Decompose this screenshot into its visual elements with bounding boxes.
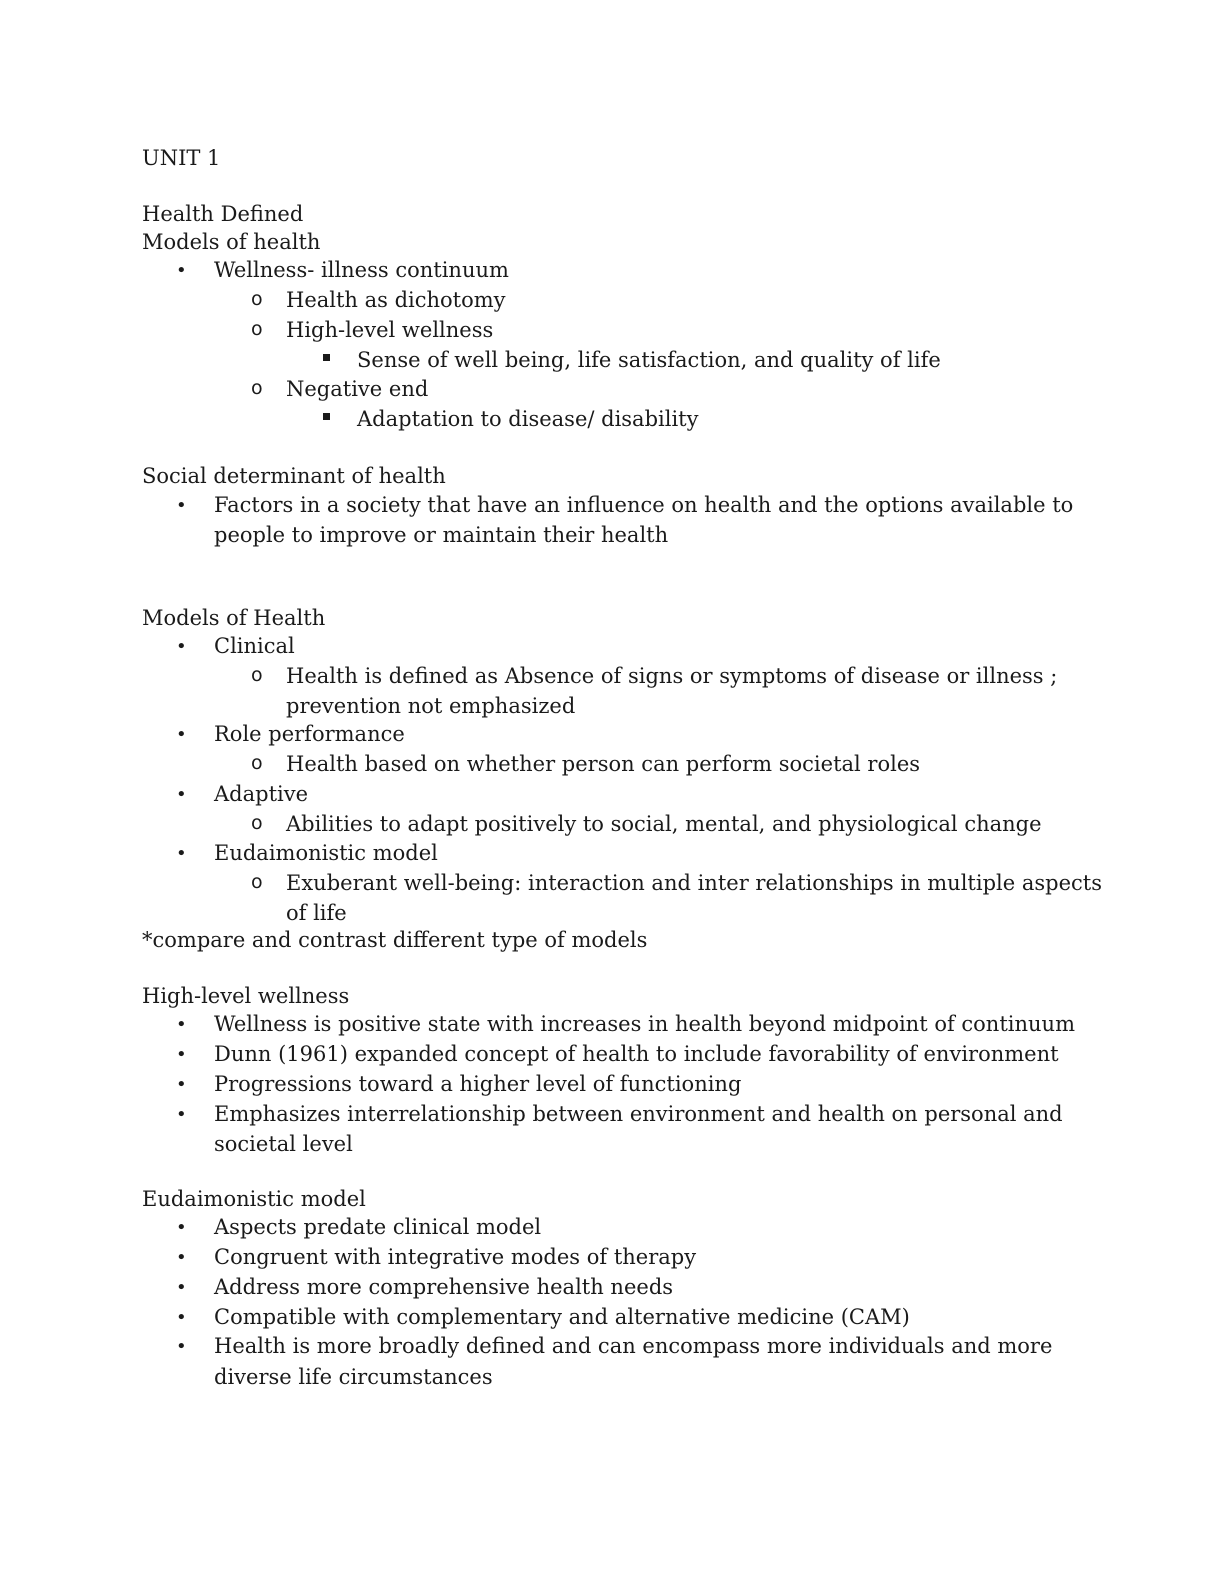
- bullet-dot: •: [176, 784, 187, 805]
- list-item-wellness-continuum: Wellness- illness continuum: [214, 258, 509, 282]
- bullet-circle: o: [251, 377, 263, 399]
- list-item-factors-line-2: people to improve or maintain their health: [214, 523, 669, 547]
- bullet-circle: o: [251, 288, 263, 310]
- bullet-dot: •: [176, 1307, 187, 1328]
- bullet-dot: •: [176, 1336, 187, 1357]
- list-item-progressions: Progressions toward a higher level of functioning: [214, 1072, 742, 1096]
- list-item-clinical-detail-2: prevention not emphasized: [286, 694, 576, 718]
- heading-social-determinant: Social determinant of health: [142, 464, 446, 488]
- bullet-dot: •: [176, 1247, 187, 1268]
- list-item-role-performance: Role performance: [214, 722, 405, 746]
- list-item-eudaimonistic: Eudaimonistic model: [214, 841, 438, 865]
- bullet-dot: •: [176, 636, 187, 657]
- list-item-eudaimonistic-detail-2: of life: [286, 901, 347, 925]
- list-item-broadly-defined-line-1: Health is more broadly defined and can encompass more individuals and more: [214, 1334, 1053, 1358]
- list-item-clinical-detail-1: Health is defined as Absence of signs or symptoms of disease or illness ;: [286, 664, 1058, 688]
- bullet-dot: •: [176, 843, 187, 864]
- list-item-emphasizes-line-1: Emphasizes interrelationship between environment and health on personal and: [214, 1102, 1063, 1126]
- unit-title: UNIT 1: [142, 146, 221, 170]
- heading-eudaimonistic-model: Eudaimonistic model: [142, 1187, 366, 1211]
- list-item-health-dichotomy: Health as dichotomy: [286, 288, 506, 312]
- heading-models-of-health: Models of health: [142, 230, 321, 254]
- note-compare-contrast: *compare and contrast different type of models: [142, 928, 648, 952]
- list-item-adaptation: Adaptation to disease/ disability: [357, 407, 699, 431]
- list-item-broadly-defined-line-2: diverse life circumstances: [214, 1365, 493, 1389]
- list-item-aspects-predate: Aspects predate clinical model: [214, 1215, 542, 1239]
- list-item-high-level-wellness: High-level wellness: [286, 318, 494, 342]
- bullet-circle: o: [251, 318, 263, 340]
- heading-health-defined: Health Defined: [142, 202, 304, 226]
- list-item-eudaimonistic-detail-1: Exuberant well-being: interaction and inter relationships in multiple aspects: [286, 871, 1102, 895]
- bullet-dot: •: [176, 724, 187, 745]
- bullet-circle: o: [251, 871, 263, 893]
- list-item-adaptive: Adaptive: [214, 782, 309, 806]
- bullet-circle: o: [251, 664, 263, 686]
- list-item-congruent: Congruent with integrative modes of therapy: [214, 1245, 697, 1269]
- heading-models-of-health-2: Models of Health: [142, 606, 326, 630]
- list-item-role-performance-detail: Health based on whether person can perform societal roles: [286, 752, 921, 776]
- bullet-circle: o: [251, 752, 263, 774]
- list-item-sense-of-well-being: Sense of well being, life satisfaction, and quality of life: [357, 348, 941, 372]
- bullet-dot: •: [176, 1104, 187, 1125]
- list-item-clinical: Clinical: [214, 634, 295, 658]
- list-item-emphasizes-line-2: societal level: [214, 1132, 353, 1156]
- bullet-dot: •: [176, 1014, 187, 1035]
- bullet-circle: o: [251, 812, 263, 834]
- list-item-wellness-positive: Wellness is positive state with increases in health beyond midpoint of continuum: [214, 1012, 1075, 1036]
- list-item-negative-end: Negative end: [286, 377, 429, 401]
- bullet-dot: •: [176, 1217, 187, 1238]
- list-item-dunn: Dunn (1961) expanded concept of health to include favorability of environment: [214, 1042, 1059, 1066]
- list-item-compatible-cam: Compatible with complementary and alternative medicine (CAM): [214, 1305, 910, 1329]
- bullet-dot: •: [176, 495, 187, 516]
- bullet-dot: •: [176, 1044, 187, 1065]
- bullet-dot: •: [176, 1074, 187, 1095]
- list-item-address-needs: Address more comprehensive health needs: [214, 1275, 674, 1299]
- bullet-square: [323, 413, 330, 420]
- list-item-adaptive-detail: Abilities to adapt positively to social, mental, and physiological change: [286, 812, 1042, 836]
- bullet-square: [323, 354, 330, 361]
- bullet-dot: •: [176, 1277, 187, 1298]
- heading-high-level-wellness: High-level wellness: [142, 984, 350, 1008]
- list-item-factors-line-1: Factors in a society that have an influence on health and the options available to: [214, 493, 1074, 517]
- bullet-dot: •: [176, 260, 187, 281]
